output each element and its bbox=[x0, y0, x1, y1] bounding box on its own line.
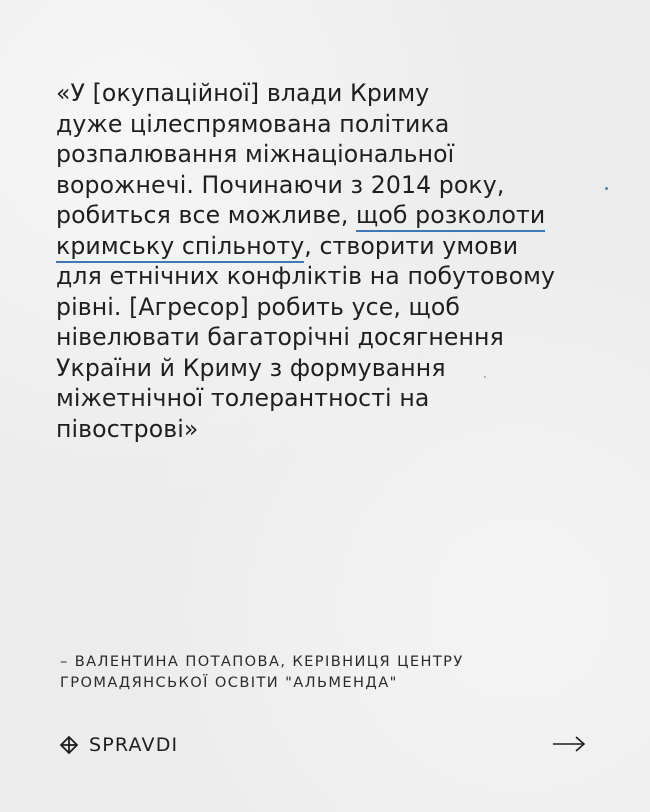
quote-line: для етнічних конфліктів на побутовому bbox=[56, 262, 556, 290]
quote-line: нівелювати багаторічні досягнення bbox=[56, 323, 504, 351]
quote-line: розпалювання міжнаціональної bbox=[56, 140, 455, 168]
attribution-line: ГРОМАДЯНСЬКОЇ ОСВІТИ "АЛЬМЕНДА" bbox=[60, 674, 398, 691]
quote-text-segment: робиться все можливе, bbox=[56, 201, 357, 229]
brand-name: SPRAVDI bbox=[89, 734, 179, 756]
arrow-right-icon[interactable] bbox=[551, 734, 587, 754]
highlighted-phrase: кримську спільноту bbox=[56, 232, 304, 263]
spravdi-logo-icon bbox=[58, 734, 80, 756]
decorative-speck bbox=[605, 187, 608, 190]
quote-line bbox=[56, 231, 596, 262]
quote-line: ворожнечі. Починаючи з 2014 року, bbox=[56, 170, 505, 199]
quote-line: України й Криму з формування bbox=[56, 353, 446, 382]
quote-line: рівні. [Агресор] робить усе, щоб bbox=[56, 292, 461, 321]
quote-line: «У [окупаційної] влади Криму bbox=[56, 79, 430, 107]
attribution-line: – ВАЛЕНТИНА ПОТАПОВА, КЕРІВНИЦЯ ЦЕНТРУ bbox=[60, 653, 464, 670]
quote-line: дуже цілеспрямована політика bbox=[56, 109, 450, 138]
quote-line bbox=[56, 200, 596, 231]
quote-text-segment: , створити умови bbox=[304, 231, 519, 260]
quote-attribution bbox=[60, 651, 580, 693]
quote-line: півострові» bbox=[56, 414, 199, 443]
brand-logo[interactable] bbox=[58, 732, 178, 758]
highlighted-phrase: щоб розколоти bbox=[356, 201, 545, 232]
quote-text bbox=[56, 78, 596, 444]
quote-line: міжетнічної толерантності на bbox=[56, 384, 430, 412]
